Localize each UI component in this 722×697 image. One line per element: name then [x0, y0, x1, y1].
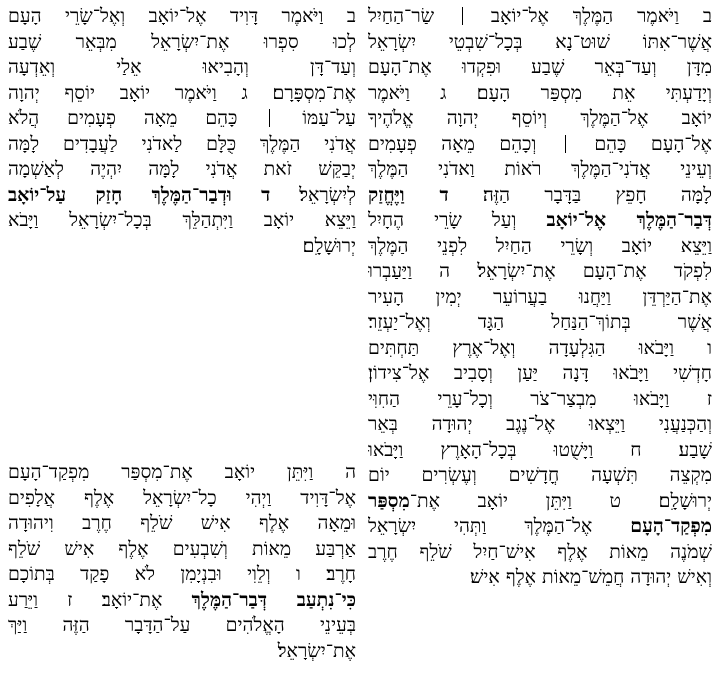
paseq-separator — [269, 109, 270, 127]
line-text: מִדָּן וְעַד־בְּאֵר שֶׁבַע וּפִקְדוּ אֶת־הָעָם — [368, 56, 712, 78]
line-text: אַרְבַּע מֵאוֹת וְשִׁבְעִים אֶלֶף אִישׁ שֹׁלֵף — [8, 537, 356, 560]
text-line — [8, 81, 356, 107]
line-text: ב וַיֹּאמֶר הַמֶּלֶךְ אֶל־יוֹאָב — [467, 5, 712, 27]
line-text: אֶת־יִשְׂרָאֵל׃ — [277, 639, 356, 662]
right-column-text — [368, 4, 712, 591]
line-text: וַיֵּצֵא יוֹאָב וַיִּתְהַלֵּךְ בְּכָל־יִשְׂרָאֵל וַיָּבֹא — [8, 209, 356, 231]
line-text: וְעַד־דָּן וְהָבִיאוּ אֵלַי וְאֵדְעָה — [8, 56, 356, 78]
line-text: ז וַיָּבֹאוּ מִבְצַר־צֹר וְכָל־עָרֵי הַחִוִּי — [368, 387, 712, 410]
line-text: יְרוּשָׁלִָם׃ ט וַיִּתֵּן יוֹאָב אֶת־ — [409, 489, 712, 512]
text-line — [368, 438, 712, 464]
line-text: וְהַכְּנַעֲנִי וַיֵּצְאוּ אֶל־נֶגֶב יְהוּדָה בְּאֵר — [368, 413, 712, 435]
line-text: אֶת־הַיַּרְדֵּן וַיַּחֲנוּ בַעֲרוֹעֵר יְמִין הָעִיר — [368, 285, 712, 308]
text-line — [368, 55, 712, 81]
line-text: וְעַל שָׂרֵי הֶחָיִל — [368, 209, 547, 231]
text-line — [368, 106, 712, 132]
text-line — [368, 336, 712, 362]
text-line — [8, 588, 356, 614]
line-text: בְּעֵינֵי הָאֱלֹהִים עַל־הַדָּבָר הַזֶּה וַיַּךְ — [8, 614, 356, 636]
line-text: וּמֵאָה אֶלֶף אִישׁ שֹׁלֵף חֶרֶב וִיהוּדָה — [8, 512, 356, 534]
text-line — [8, 106, 356, 132]
line-text: אֲשֶׁר בְּתוֹךְ־הַנַּחַל הַגָּד וְאֶל־יַעְזֵר׃ — [368, 311, 712, 333]
line-text: יוֹאָב אֶל־הַמֶּלֶךְ וְיוֹסֵף יְהוָה אֱלֹהֶיךָ — [368, 107, 712, 129]
text-line — [8, 55, 356, 81]
left-bottom-column-text — [8, 460, 356, 664]
line-text: וְעֵינֵי אֲדֹנִי־הַמֶּלֶךְ רֹאוֹת וַאדֹנִי הַמֶּלֶךְ — [368, 158, 712, 180]
line-text: וְכָהֵם מֵאָה פְעָמִים — [368, 132, 561, 155]
line-text: אֶל־דָּוִיד וַיְהִי כָל־יִשְׂרָאֵל אֶלֶף אֲלָפִים — [8, 486, 356, 509]
line-text: שְׁמֹנֶה מֵאוֹת אֶלֶף אִישׁ־חַיִל שֹׁלֵף חֶרֶב — [368, 540, 712, 563]
text-line — [368, 514, 712, 540]
line-text: חָרֶב׃ ו וְלֵוִי וּבִנְיָמִן לֹא פָקַד בְּתוֹכָם — [8, 563, 356, 585]
line-text: אֶל־הַמֶּלֶךְ וַתְּהִי יִשְׂרָאֵל — [368, 515, 631, 537]
text-line — [368, 489, 712, 515]
text-line — [368, 30, 712, 56]
text-line — [8, 562, 356, 588]
line-text: ב וַיֹּאמֶר דָּוִיד אֶל־יוֹאָב וְאֶל־שָׂרֵי הָעָם — [8, 5, 356, 27]
emphasized-text: מִסְפַּר — [368, 489, 410, 512]
text-line — [8, 234, 356, 260]
text-line — [368, 463, 712, 489]
text-line — [368, 361, 712, 387]
line-text: אֲשֶׁר־אִתּוֹ שׁוּט־נָא בְּכָל־שִׁבְטֵי יִשְׂרָאֵל — [368, 30, 712, 53]
text-line — [368, 81, 712, 107]
line-text: אֶל־הָעָם כָּהֵם — [569, 132, 712, 155]
line-text: לָמָּה חָפֵץ בַּדָּבָר הַזֶּה׃ — [448, 183, 712, 206]
emphasized-text: ד וּדְבַר־הַמֶּלֶךְ חָזַק עַל־יוֹאָב — [8, 183, 271, 206]
text-line — [368, 565, 712, 591]
paseq-separator — [462, 7, 463, 25]
text-line — [8, 30, 356, 56]
line-text: לִפְקֹד אֶת־הָעָם אֶת־יִשְׂרָאֵל׃ ה וַיַּעַבְרוּ — [368, 260, 712, 282]
line-text: מִקְצֵה תִּשְׁעָה חֳדָשִׁים וְעֶשְׂרִים יוֹם — [368, 464, 712, 486]
line-text: ו וַיָּבֹאוּ הַגִּלְעָדָה וְאֶל־אֶרֶץ תַּחְתִּים — [368, 336, 712, 359]
line-text: אֲדֹנִי הַמֶּלֶךְ כֻּלָּם לַאדֹנִי לַעֲבָדִים לָמָּה — [8, 132, 356, 155]
line-text: יְבַקֵּשׁ זֹאת אֲדֹנִי לָמָּה יִהְיֶה לְאַשְׁמָה — [8, 158, 356, 180]
text-line — [368, 540, 712, 566]
paseq-separator — [565, 135, 566, 153]
emphasized-text: מִפְקַד־הָעָם — [630, 515, 712, 537]
text-line — [368, 4, 712, 30]
text-line — [8, 157, 356, 183]
text-line — [8, 639, 356, 665]
text-line — [8, 183, 356, 209]
text-line — [368, 132, 712, 158]
text-line — [8, 208, 356, 234]
text-line — [8, 613, 356, 639]
line-text: ה וַיִּתֵּן יוֹאָב אֶת־מִסְפַּר מִפְקַד־הָעָם — [8, 461, 356, 483]
line-text: עַל־עַמּוֹ — [274, 107, 356, 129]
text-line — [368, 157, 712, 183]
line-text: וַיֵּצֵא יוֹאָב וְשָׂרֵי הַחַיִל לִפְנֵי הַמֶּלֶךְ — [368, 234, 712, 257]
text-line — [8, 486, 356, 512]
text-line — [8, 132, 356, 158]
text-line — [8, 4, 356, 30]
text-line — [368, 387, 712, 413]
text-line — [8, 511, 356, 537]
text-line — [8, 537, 356, 563]
line-text: אֶת־מִסְפָּרָם׃ ג וַיֹּאמֶר יוֹאָב יוֹסֵף יְהוָה — [8, 81, 356, 104]
text-line — [368, 412, 712, 438]
line-text: אֶת־יוֹאָב׃ ז וַיֵּרַע — [8, 588, 192, 611]
line-text: שַׂר־הַחַיִל — [368, 5, 459, 27]
text-line — [368, 208, 712, 234]
text-line — [368, 234, 712, 260]
line-text: שָׁבַע׃ ח וַיָּשֻׁטוּ בְּכָל־הָאָרֶץ וַיָּבֹאוּ — [368, 438, 712, 461]
emphasized-text: דְּבַר־הַמֶּלֶךְ אֶל־יוֹאָב — [546, 209, 712, 231]
emphasized-text: ד וַיֶּחֱזַק — [368, 183, 449, 206]
line-text: לְיִשְׂרָאֵל׃ — [270, 183, 356, 206]
emphasized-text: כִּי־נִתְעַב דְּבַר־הַמֶּלֶךְ — [191, 588, 356, 611]
text-line — [368, 285, 712, 311]
text-line — [8, 460, 356, 486]
left-top-column-text — [8, 4, 356, 259]
line-text: לְכוּ סִפְרוּ אֶת־יִשְׂרָאֵל מִבְּאֵר שֶׁבַע — [8, 30, 356, 53]
line-text: יְרוּשָׁלִָם׃ — [302, 234, 356, 257]
line-text: כָּהֵם מֵאָה פְעָמִים הֲלֹא — [8, 107, 266, 129]
line-text: וְאִישׁ יְהוּדָה חֲמֵשׁ־מֵאוֹת אֶלֶף אִישׁ׃ — [469, 566, 712, 588]
text-line — [368, 183, 712, 209]
line-text: חָדְשִׁי וַיָּבֹאוּ דָּנָה יַּעַן וְסָבִיב אֶל־צִידוֹן׃ — [368, 362, 712, 384]
text-line — [368, 259, 712, 285]
line-text: וְיָדַעְתִּי אֵת מִסְפַּר הָעָם׃ ג וַיֹּאמֶר — [368, 81, 712, 104]
text-line — [368, 310, 712, 336]
